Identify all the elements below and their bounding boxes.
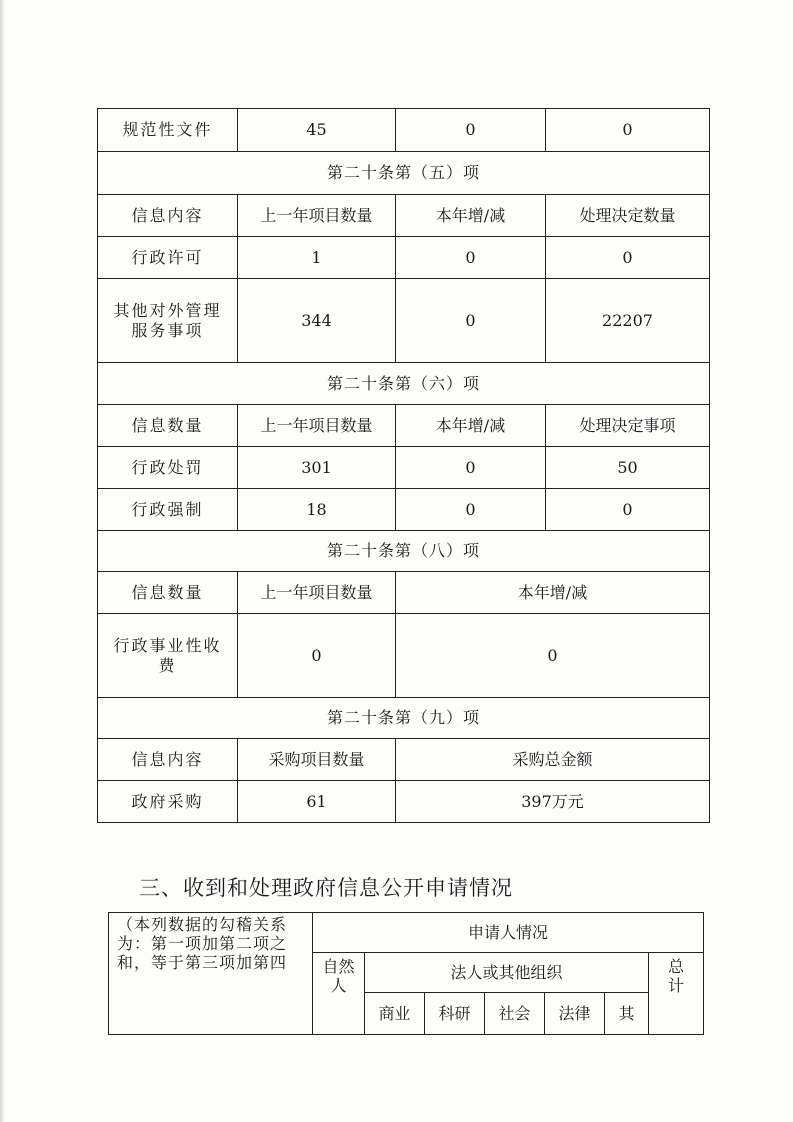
note-line: 和，等于第三项加第四 [117,953,288,973]
section-row [98,152,710,195]
application-table [108,912,704,1035]
header-row [98,739,710,781]
table-row [98,109,710,152]
section-title-6: 第二十条第（六）项 [98,363,710,405]
disclosure-table [97,108,710,823]
sub-header-social: 社会 [485,993,545,1035]
section-title-9: 第二十条第（九）项 [98,698,710,739]
column-header: 上一年项目数量 [238,405,396,447]
sub-header-commercial: 商业 [365,993,425,1035]
natural-person-header [313,953,365,1035]
table-row [98,489,710,531]
table-row [98,447,710,489]
legal-entity-header: 法人或其他组织 [365,953,649,993]
applicant-header: 申请人情况 [313,913,704,953]
table-row [98,279,710,363]
cell-change: 0 [396,489,546,531]
row-label [98,279,238,363]
column-header: 本年增/减 [396,195,546,237]
cell-prev-count: 1 [238,237,396,279]
cell-procurement-amount: 397万元 [396,781,710,823]
row-label: 规范性文件 [98,109,238,152]
section-heading: 三、收到和处理政府信息公开申请情况 [139,876,513,900]
cell-change: 0 [396,109,546,152]
section-title-8: 第二十条第（八）项 [98,531,710,572]
header-row [98,572,710,614]
column-header: 信息内容 [98,739,238,781]
total-header [649,953,704,1035]
cell-decision-count: 22207 [546,279,710,363]
cell-procurement-count: 61 [238,781,396,823]
section-row [98,531,710,572]
header-line: 自然 [322,957,355,976]
cell-decision-count: 0 [546,237,710,279]
row-label-line: 其他对外管理 [113,301,222,321]
row-label-line: 行政事业性收 [113,636,222,656]
section-row [98,698,710,739]
note-line: （本列数据的勾稽关系 [117,915,288,934]
column-header: 处理决定数量 [546,195,710,237]
column-header: 信息数量 [98,405,238,447]
row-label: 行政许可 [98,237,238,279]
table-row [98,614,710,698]
row-label: 政府采购 [98,781,238,823]
column-header: 信息内容 [98,195,238,237]
header-row [98,195,710,237]
cell-decision-count: 0 [546,109,710,152]
cell-change: 0 [396,447,546,489]
section-row [98,363,710,405]
header-row [98,405,710,447]
cell-decision-count: 50 [546,447,710,489]
column-header: 上一年项目数量 [238,195,396,237]
cell-prev-count: 344 [238,279,396,363]
sub-header-research: 科研 [425,993,485,1035]
header-row [109,913,704,953]
section-title-5: 第二十条第（五）项 [98,152,710,195]
cell-change: 0 [396,237,546,279]
column-header: 采购总金额 [396,739,710,781]
cell-change: 0 [396,279,546,363]
row-label: 行政处罚 [98,447,238,489]
header-line: 人 [330,976,347,996]
sub-header-legal: 法律 [545,993,605,1035]
row-label-line: 费 [158,655,177,675]
table-row [98,781,710,823]
row-label: 行政强制 [98,489,238,531]
cell-prev-count: 18 [238,489,396,531]
column-header: 处理决定事项 [546,405,710,447]
scan-edge [0,0,5,1122]
table-row [98,237,710,279]
header-line: 总 [668,957,685,976]
cell-change: 0 [396,614,710,698]
note-line: 为：第一项加第二项之 [117,934,288,954]
column-header: 本年增/减 [396,572,710,614]
cell-prev-count: 301 [238,447,396,489]
cell-decision-count: 0 [546,489,710,531]
column-header: 信息数量 [98,572,238,614]
column-header: 本年增/减 [396,405,546,447]
column-header: 上一年项目数量 [238,572,396,614]
row-label [98,614,238,698]
cell-prev-count: 45 [238,109,396,152]
sub-header-other: 其 [605,993,649,1035]
column-header: 采购项目数量 [238,739,396,781]
row-label-line: 服务事项 [131,320,204,340]
cell-prev-count: 0 [238,614,396,698]
relation-note [109,913,313,1035]
header-line: 计 [668,976,685,996]
